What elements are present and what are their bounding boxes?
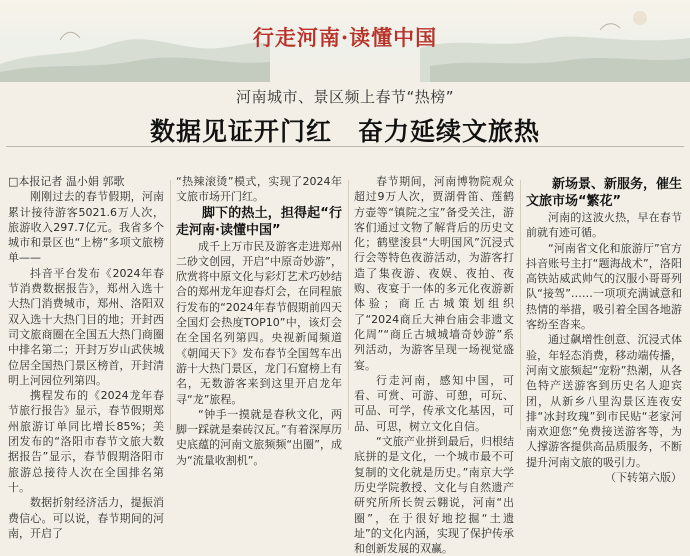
article-subtitle: 河南城市、景区频上春节“热榜”: [235, 88, 455, 106]
section-banner: [0, 0, 690, 82]
section-subhead: 新场景、新服务，催生文旅市场“繁花”: [526, 177, 683, 209]
column-divider: [520, 180, 521, 430]
column-divider: [170, 180, 171, 430]
body-paragraph: “热辣滚烫”模式，实现了2024年文旅市场开门红。: [176, 175, 342, 204]
continued-on-page-note: （下转第六版）: [605, 471, 682, 485]
body-paragraph: 通过飙增性创意、沉浸式体验，年轻态消费，移动端传播，河南文旅频起“宠粉”热潮，从各色特产送游客到历史名人迎宾团，从新乡八里沟景区连夜安排“冰封玫瑰”到市民贴“老家河南欢迎您”免费接送游客等，为人撑游客提供高品质服务，不断提升河南文旅的吸引力。: [526, 333, 682, 469]
body-paragraph: “文旅产业拼到最后，归根结底拼的是文化，一个城市最不可复制的文化就是历史。”南京大学历史学院教授、文化与自然遗产研究所所长贺云翱说，河南“出圈”，在于很好地挖掘“土遗址”的文化内涵，实现了保护传承和创新发展的双赢。: [354, 435, 514, 556]
body-paragraph: 刚刚过去的春节假期，河南累计接待游客5021.6万人次，旅游收入297.7亿元。我省多个城市和景区也“上榜”多项文旅榜单——: [8, 190, 164, 265]
article-column-1: [8, 174, 164, 540]
body-paragraph: “钟手一摸就是春秋文化，两脚一踩就是秦砖汉瓦。”有着深厚历史底蕴的河南文旅频频“出圈”，成为“流量收割机”。: [176, 407, 342, 467]
column-divider: [348, 180, 349, 430]
column-banner-title: 行走河南·读懂中国: [252, 25, 438, 50]
body-paragraph: “河南省文化和旅游厅”官方抖音账号主打“题海战术”，洛阳高铁站威武帅气的汉服小哥哥列队“接驾”……一项项充满诚意和热情的举措，吸引着全国各地游客纷至沓来。: [526, 241, 682, 332]
article-column-4: [526, 174, 683, 485]
article-headline: 数据见证开门红 奋力延续文旅热: [149, 117, 540, 146]
section-subhead: 脚下的热土，担得起“行走河南·读懂中国”: [176, 205, 342, 238]
body-paragraph: 行走河南，感知中国，可看、可赏、可游、可憩，可玩、可品、可学，传承文化基因，可品、可思，树立文化自信。: [354, 373, 514, 433]
article-column-3: [354, 174, 514, 556]
reporter-byline: □本报记者 温小娟 郭歌: [8, 175, 125, 188]
article-column-2: [176, 174, 342, 467]
body-paragraph: 河南的这波火热，早在春节前就有迹可循。: [526, 211, 682, 240]
body-paragraph: 抖音平台发布《2024年春节消费数据报告》，郑州入选十大热门消费城市，郑州、洛阳双双入选十大热门目的地；开封西司文旅商圈在全国五大热门商圈中排名第二；开封万岁山武侠城位居全国热门景区榜首，开封清明上河园位列第四。: [8, 266, 164, 387]
body-paragraph: 成千上万市民及游客走进郑州二砂文创园，开启“中原奇妙游”，欣赏将中原文化与彩灯艺术巧妙结合的郑州龙年迎春灯会，在同程旅行发布的“2024年春节假期前四天全国灯会热度TOP10”中，该灯会在全国名列第四。央视新闻频道《朝闻天下》发布春节全国驾车出游十大热门景区，龙门石窟榜上有名，无数游客来到这里开启龙年寻“龙”旅程。: [176, 239, 342, 406]
headline-divider: [6, 146, 684, 147]
body-paragraph: 数据折射经济活力，提振消费信心。可以说，春节期间的河南，开启了: [8, 496, 164, 540]
body-paragraph: 春节期间，河南博物院观众超过9万人次，贾湖骨笛、莲鹤方壶等“镇院之宝”备受关注，游客们通过文物了解背后的历史文化；鹤壁浚县“大明国风”沉浸式行会等特色夜游活动，为游客打造了集夜游、夜娱、夜拍、夜购、夜宴于一体的多元化夜游新体验；商丘古城策划组织了“2024商丘大神台庙会非遗文化周”“商丘古城城墙奇妙游”系列活动，为游客呈现一场视觉盛宴。: [354, 175, 514, 372]
body-paragraph: 携程发布的《2024龙年春节旅行报告》显示，春节假期郑州旅游订单同比增长85%；美团发布的“洛阳市春节文旅大数据报告”显示，春节假期洛阳市旅游总接待人次在全国排名第十。: [8, 389, 164, 494]
